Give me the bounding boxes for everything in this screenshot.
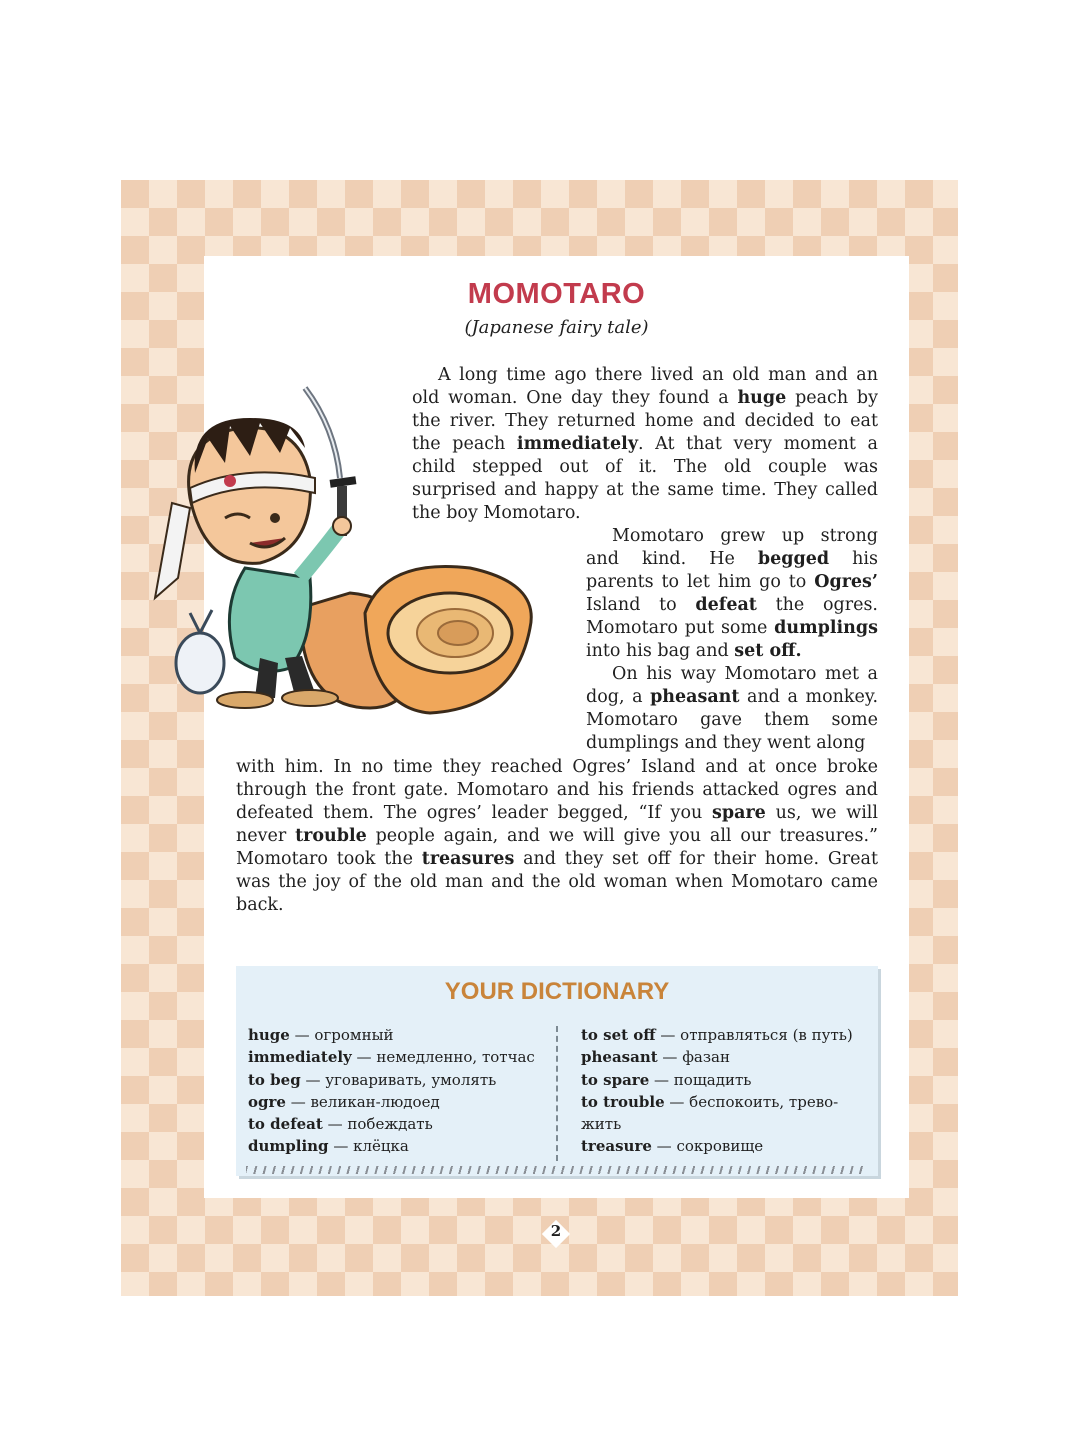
dictionary-translation: — огромный bbox=[289, 1026, 394, 1044]
dictionary-term: immediately bbox=[248, 1048, 352, 1067]
vocab-word: defeat bbox=[695, 595, 757, 615]
dictionary-entry bbox=[581, 1135, 866, 1157]
peach-icon bbox=[300, 566, 531, 713]
story-subtitle: (Japanese fairy tale) bbox=[464, 317, 649, 338]
dictionary-entry bbox=[581, 1024, 866, 1046]
dictionary-entry bbox=[581, 1069, 866, 1091]
dictionary-translation: — побеждать bbox=[322, 1115, 433, 1134]
dictionary-title: YOUR DICTIONARY bbox=[444, 978, 670, 1005]
dictionary-translation: — сокровище bbox=[651, 1137, 764, 1156]
vocab-word: immediately bbox=[516, 434, 638, 454]
dictionary-box bbox=[236, 966, 878, 1176]
vocab-word: treasures bbox=[421, 849, 515, 869]
vocab-word: Ogres’ bbox=[814, 572, 878, 592]
dictionary-term: to spare bbox=[581, 1070, 650, 1089]
dictionary-term: to trouble bbox=[581, 1092, 665, 1111]
dictionary-entry bbox=[581, 1091, 866, 1136]
dictionary-zigzag-border bbox=[246, 1166, 866, 1174]
story-text: On his way Momotaro met a dog, a bbox=[586, 664, 878, 707]
story-paragraph-3-start bbox=[586, 663, 878, 755]
story-text: people again, and we will give you all our treasures.” Momotaro took the bbox=[236, 826, 878, 869]
vocab-word: trouble bbox=[295, 826, 367, 846]
story-text: us, we will never bbox=[236, 803, 879, 846]
story-text: and a monkey. Momotaro gave them some dumplings and they went along bbox=[586, 687, 879, 753]
story-text: Island to bbox=[586, 595, 696, 615]
dictionary-translation: — пощадить bbox=[649, 1070, 752, 1089]
dictionary-translation: — немедленно, тотчас bbox=[351, 1048, 535, 1067]
dictionary-translation: — клёцка bbox=[328, 1137, 409, 1156]
dictionary-column-left bbox=[248, 1024, 548, 1158]
story-text: Momotaro grew up strong and kind. He bbox=[586, 526, 878, 569]
story-paragraph-3-end bbox=[236, 756, 878, 917]
story-text: his parents to let him go to bbox=[586, 549, 878, 592]
page-number: 2 bbox=[550, 1222, 562, 1240]
dictionary-column-right bbox=[581, 1024, 866, 1158]
dictionary-translation: — великан-людоед bbox=[285, 1092, 440, 1111]
dictionary-term: dumpling bbox=[248, 1137, 329, 1156]
vocab-word: begged bbox=[757, 549, 830, 569]
dictionary-translation: — отправляться (в путь) bbox=[655, 1026, 853, 1044]
story-text: the ogres. Momotaro put some bbox=[586, 595, 878, 638]
dictionary-entry bbox=[248, 1069, 548, 1091]
story-text: A long time ago there lived an old man and an old woman. One day they found a bbox=[412, 365, 878, 408]
sword-icon bbox=[305, 388, 356, 536]
dictionary-translation: — беспокоить, трево-жить bbox=[581, 1092, 839, 1134]
dictionary-entry bbox=[248, 1046, 548, 1068]
story-text: into his bag and bbox=[586, 641, 735, 661]
story-text: . At that very moment a child stepped out of it. The old couple was surprised and happy at the same time. They called the boy Momotaro. bbox=[412, 434, 878, 523]
vocab-word: pheasant bbox=[650, 687, 740, 707]
vocab-word: spare bbox=[712, 803, 766, 823]
momotaro-illustration bbox=[150, 378, 550, 728]
dictionary-term: ogre bbox=[248, 1092, 286, 1111]
vocab-word: dumplings bbox=[774, 618, 878, 638]
dictionary-entry bbox=[248, 1135, 548, 1157]
dictionary-translation: — фазан bbox=[657, 1048, 730, 1067]
story-title: MOMOTARO bbox=[467, 278, 646, 310]
dictionary-entry bbox=[248, 1024, 548, 1046]
story-text: and they set off for their home. Great was the joy of the old man and the old woman when Momotaro came back. bbox=[236, 849, 878, 915]
story-paragraph-2 bbox=[586, 525, 878, 663]
vocab-word: huge bbox=[737, 388, 787, 408]
dictionary-term: huge bbox=[248, 1026, 290, 1044]
boy-head-icon bbox=[155, 418, 315, 598]
dictionary-entry bbox=[248, 1113, 548, 1135]
dictionary-term: to defeat bbox=[248, 1115, 323, 1134]
dictionary-term: treasure bbox=[581, 1137, 652, 1156]
story-text: peach by the river. They returned home and decided to eat the peach bbox=[412, 388, 879, 454]
dictionary-divider bbox=[556, 1026, 558, 1161]
dictionary-term: pheasant bbox=[581, 1048, 658, 1067]
story-text: with him. In no time they reached Ogres’ Island and at once broke through the front gate. Momotaro and his friends attacked ogres and defeated them. The ogres’ leader begged, “If you bbox=[236, 757, 878, 823]
dictionary-translation: — уговаривать, умолять bbox=[300, 1070, 497, 1089]
dictionary-entry bbox=[581, 1046, 866, 1068]
dictionary-entry bbox=[248, 1091, 548, 1113]
dictionary-term: to set off bbox=[581, 1026, 656, 1044]
vocab-word: set off. bbox=[734, 641, 802, 661]
dictionary-term: to beg bbox=[248, 1070, 301, 1089]
